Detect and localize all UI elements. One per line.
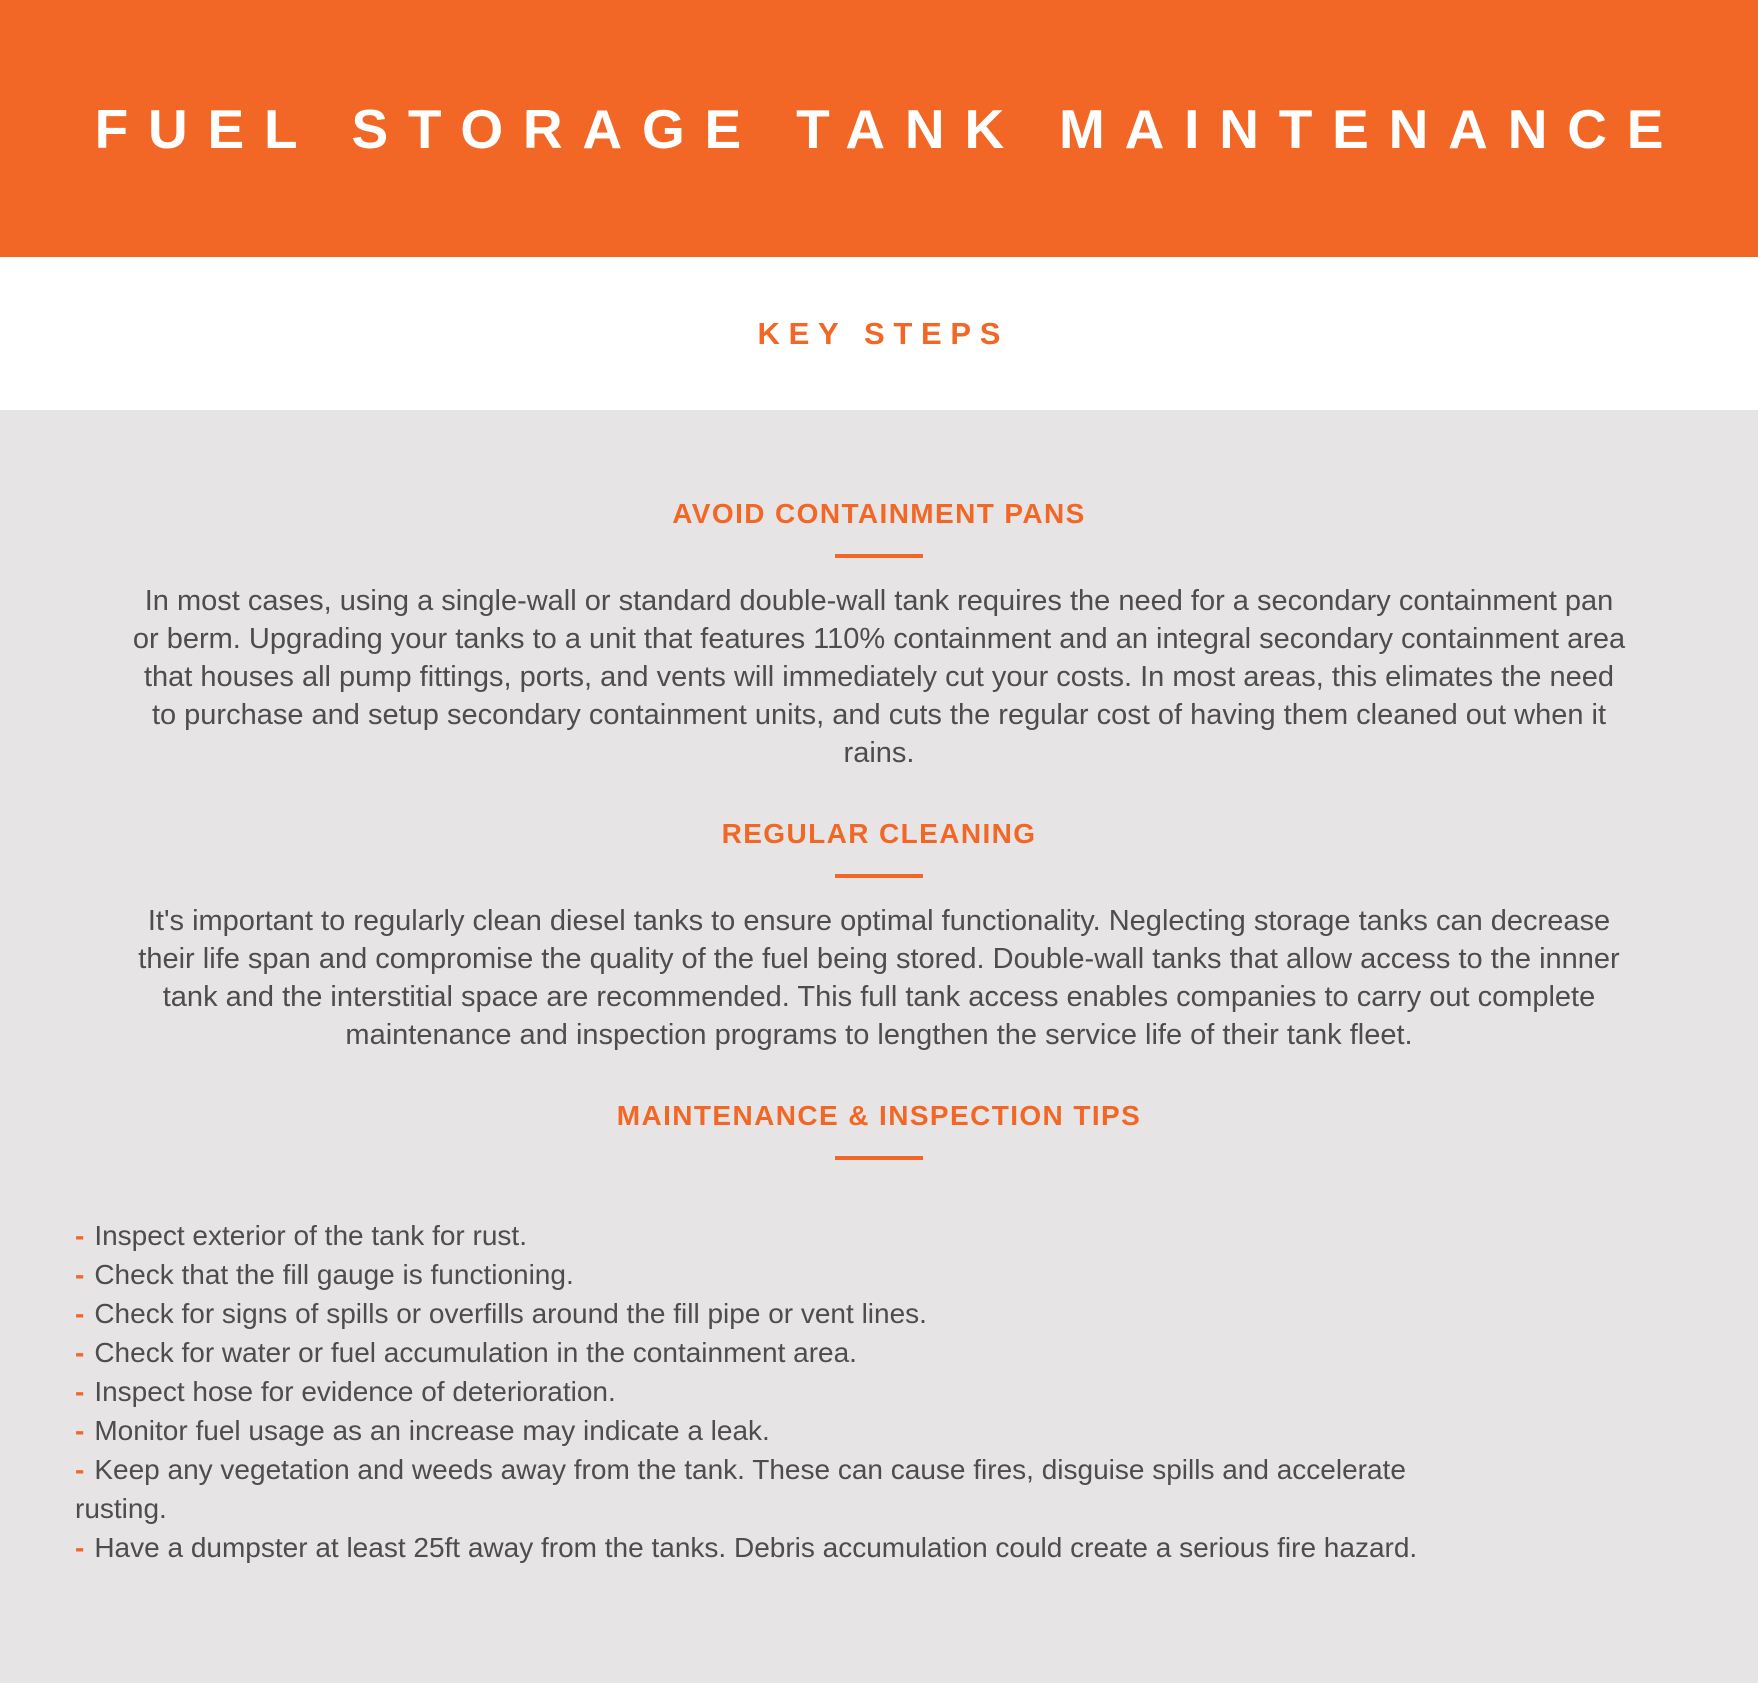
subheader-title: KEY STEPS — [757, 315, 1010, 351]
tip-item — [75, 1216, 1435, 1255]
section-paragraph: In most cases, using a single-wall or standard double-wall tank requires the need for a secondary containment pan or berm. Upgrading your tanks to a unit that features 110% containment and an integral secondary containment area that houses all pump fittings, ports, and vents will immediately cut your costs. In most areas, this elimates the need to purchase and setup secondary containment units, and cuts the regular cost of having them cleaned out when it rains. — [132, 585, 1626, 769]
section-maintenance-inspection-tips — [0, 1100, 1758, 1567]
tip-text: Inspect hose for evidence of deterioration. — [94, 1376, 616, 1407]
section-divider — [835, 1156, 923, 1160]
header-banner — [0, 0, 1758, 257]
section-heading: MAINTENANCE & INSPECTION TIPS — [616, 1100, 1142, 1131]
tip-item — [75, 1294, 1435, 1333]
bullet-dash: - — [75, 1532, 85, 1563]
content-area — [0, 410, 1758, 1683]
section-avoid-containment-pans — [0, 498, 1758, 772]
subheader-band — [0, 257, 1758, 410]
bullet-dash: - — [75, 1220, 85, 1251]
section-regular-cleaning — [0, 818, 1758, 1054]
tip-text: Monitor fuel usage as an increase may indicate a leak. — [94, 1415, 770, 1446]
page-title: FUEL STORAGE TANK MAINTENANCE — [94, 97, 1684, 160]
tip-text: Check for water or fuel accumulation in the containment area. — [94, 1337, 857, 1368]
section-divider — [835, 554, 923, 558]
tip-item — [75, 1255, 1435, 1294]
bullet-dash: - — [75, 1415, 85, 1446]
bullet-dash: - — [75, 1259, 85, 1290]
tip-item — [75, 1333, 1435, 1372]
bullet-dash: - — [75, 1298, 85, 1329]
tip-item — [75, 1528, 1435, 1567]
tip-text: Keep any vegetation and weeds away from the tank. These can cause fires, disguise spills and accelerate rusting. — [75, 1454, 1406, 1524]
tips-list — [75, 1216, 1435, 1567]
tip-text: Check that the fill gauge is functioning. — [94, 1259, 574, 1290]
section-paragraph: It's important to regularly clean diesel tanks to ensure optimal functionality. Neglecting storage tanks can decrease their life span and compromise the quality of the fuel being stored. Double-wall tanks that allow access to the innner tank and the interstitial space are recommended. This full tank access enables companies to carry out complete maintenance and inspection programs to lengthen the service life of their tank fleet. — [138, 905, 1620, 1051]
bullet-dash: - — [75, 1454, 85, 1485]
tip-item — [75, 1411, 1435, 1450]
section-heading: REGULAR CLEANING — [721, 818, 1037, 849]
tip-item — [75, 1450, 1435, 1528]
section-divider — [835, 874, 923, 878]
bullet-dash: - — [75, 1376, 85, 1407]
tip-text: Inspect exterior of the tank for rust. — [94, 1220, 527, 1251]
tip-item — [75, 1372, 1435, 1411]
tip-text: Check for signs of spills or overfills around the fill pipe or vent lines. — [94, 1298, 927, 1329]
section-heading: AVOID CONTAINMENT PANS — [672, 498, 1086, 529]
bullet-dash: - — [75, 1337, 85, 1368]
tip-text: Have a dumpster at least 25ft away from the tanks. Debris accumulation could create a serious fire hazard. — [94, 1532, 1418, 1563]
